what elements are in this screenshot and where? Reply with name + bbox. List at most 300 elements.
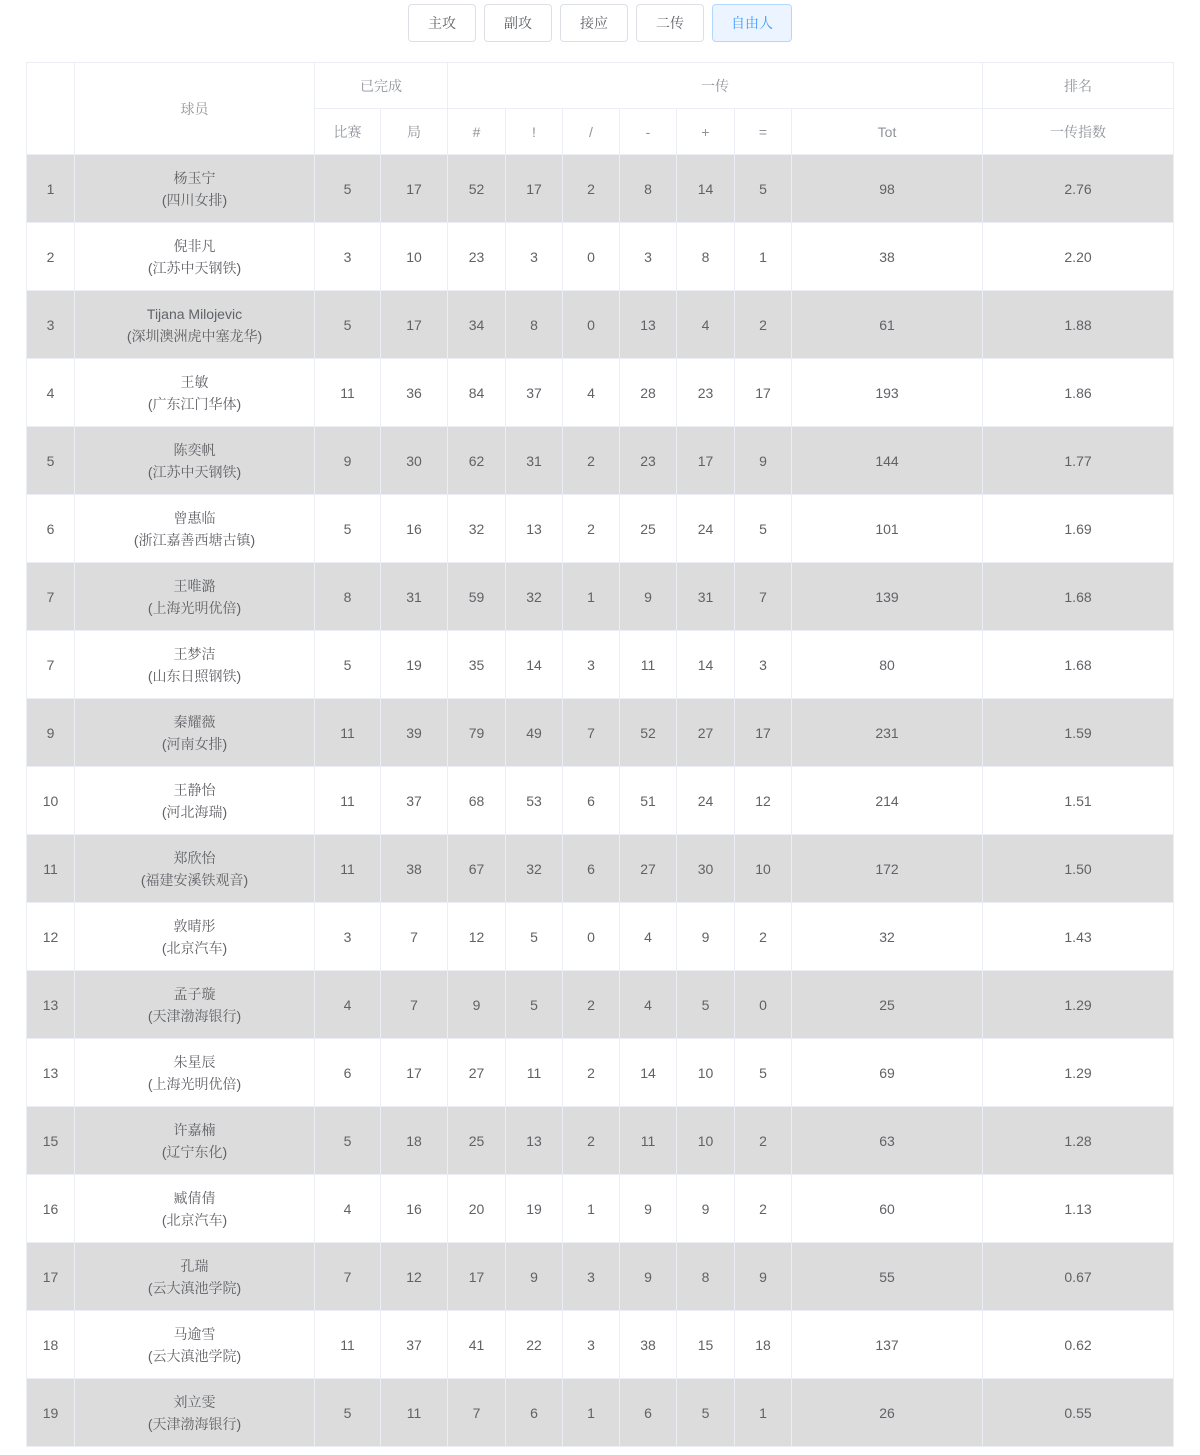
rank-cell: 13: [27, 971, 75, 1039]
exclaim-cell: 37: [506, 359, 563, 427]
equal-cell: 5: [735, 1039, 792, 1107]
player-team: (江苏中天钢铁): [147, 259, 242, 276]
plus-cell: 23: [677, 359, 735, 427]
player-cell: [75, 1175, 315, 1243]
player-cell: [75, 1379, 315, 1447]
player-name: 王敏: [180, 373, 209, 390]
plus-cell: 5: [677, 1379, 735, 1447]
index-cell: 1.69: [983, 495, 1174, 563]
total-cell: 172: [792, 835, 983, 903]
player-cell: [75, 971, 315, 1039]
table-row[interactable]: [27, 223, 1174, 291]
plus-column-header[interactable]: +: [677, 109, 735, 155]
rank-cell: 4: [27, 359, 75, 427]
total-cell: 231: [792, 699, 983, 767]
sets-cell: 11: [381, 1379, 448, 1447]
player-name: 孔瑞: [180, 1257, 209, 1274]
slash-cell: 6: [563, 767, 620, 835]
table-row[interactable]: [27, 563, 1174, 631]
perfect-cell: 23: [448, 223, 506, 291]
tab-opposite[interactable]: 接应: [560, 4, 628, 42]
player-cell: [75, 1107, 315, 1175]
slash-cell: 6: [563, 835, 620, 903]
table-row[interactable]: [27, 1107, 1174, 1175]
plus-cell: 30: [677, 835, 735, 903]
player-team: (云大滇池学院): [147, 1279, 242, 1296]
player-cell: [75, 495, 315, 563]
sets-cell: 7: [381, 971, 448, 1039]
exclaim-cell: 31: [506, 427, 563, 495]
sets-cell: 31: [381, 563, 448, 631]
equal-cell: 9: [735, 427, 792, 495]
minus-cell: 27: [620, 835, 677, 903]
table-row[interactable]: [27, 155, 1174, 223]
sets-cell: 30: [381, 427, 448, 495]
exclaim-cell: 22: [506, 1311, 563, 1379]
table-row[interactable]: [27, 495, 1174, 563]
player-cell: [75, 767, 315, 835]
minus-cell: 3: [620, 223, 677, 291]
sets-cell: 17: [381, 291, 448, 359]
exclaim-cell: 19: [506, 1175, 563, 1243]
player-team: (河南女排): [161, 735, 228, 752]
minus-cell: 6: [620, 1379, 677, 1447]
total-cell: 61: [792, 291, 983, 359]
index-cell: 1.28: [983, 1107, 1174, 1175]
index-cell: 1.68: [983, 563, 1174, 631]
sets-cell: 16: [381, 1175, 448, 1243]
total-cell: 193: [792, 359, 983, 427]
perfect-cell: 62: [448, 427, 506, 495]
minus-cell: 9: [620, 1243, 677, 1311]
index-column-header[interactable]: 一传指数: [983, 109, 1174, 155]
perfect-cell: 27: [448, 1039, 506, 1107]
minus-cell: 28: [620, 359, 677, 427]
player-cell: [75, 359, 315, 427]
perfect-cell: 59: [448, 563, 506, 631]
exclaim-cell: 14: [506, 631, 563, 699]
player-team: (辽宁东化): [161, 1143, 228, 1160]
index-cell: 1.77: [983, 427, 1174, 495]
matches-cell: 6: [315, 1039, 381, 1107]
index-cell: 0.62: [983, 1311, 1174, 1379]
position-tabs: [0, 4, 1200, 42]
total-cell: 26: [792, 1379, 983, 1447]
minus-cell: 9: [620, 1175, 677, 1243]
slash-cell: 2: [563, 1039, 620, 1107]
player-cell: [75, 903, 315, 971]
tab-middle-blocker[interactable]: 副攻: [484, 4, 552, 42]
table-row[interactable]: [27, 1379, 1174, 1447]
player-team: (云大滇池学院): [147, 1347, 242, 1364]
equal-cell: 9: [735, 1243, 792, 1311]
plus-cell: 17: [677, 427, 735, 495]
matches-cell: 11: [315, 1311, 381, 1379]
player-name: 秦耀薇: [173, 713, 216, 730]
equal-cell: 3: [735, 631, 792, 699]
table-row[interactable]: [27, 1175, 1174, 1243]
player-name: 臧倩倩: [173, 1189, 216, 1206]
rank-cell: 9: [27, 699, 75, 767]
total-cell: 80: [792, 631, 983, 699]
matches-cell: 4: [315, 1175, 381, 1243]
player-column-header[interactable]: 球员: [75, 63, 315, 155]
tab-outside-hitter[interactable]: 主攻: [408, 4, 476, 42]
slash-cell: 2: [563, 495, 620, 563]
slash-cell: 0: [563, 223, 620, 291]
player-cell: [75, 1039, 315, 1107]
slash-cell: 1: [563, 1379, 620, 1447]
equal-cell: 5: [735, 495, 792, 563]
plus-cell: 5: [677, 971, 735, 1039]
player-name: 曾惠临: [173, 509, 216, 526]
sets-cell: 39: [381, 699, 448, 767]
perfect-cell: 9: [448, 971, 506, 1039]
player-name: 孟子璇: [173, 985, 216, 1002]
equal-cell: 7: [735, 563, 792, 631]
rank-cell: 2: [27, 223, 75, 291]
matches-cell: 11: [315, 767, 381, 835]
equal-cell: 2: [735, 1175, 792, 1243]
perfect-cell: 79: [448, 699, 506, 767]
index-cell: 1.86: [983, 359, 1174, 427]
rank-cell: 12: [27, 903, 75, 971]
index-cell: 1.13: [983, 1175, 1174, 1243]
sets-cell: 16: [381, 495, 448, 563]
perfect-cell: 17: [448, 1243, 506, 1311]
table-row[interactable]: [27, 767, 1174, 835]
player-team: (四川女排): [161, 191, 228, 208]
perfect-cell: 20: [448, 1175, 506, 1243]
plus-cell: 14: [677, 631, 735, 699]
sets-cell: 17: [381, 1039, 448, 1107]
table-row[interactable]: [27, 631, 1174, 699]
table-row[interactable]: [27, 1311, 1174, 1379]
exclaim-cell: 32: [506, 835, 563, 903]
player-team: (广东江门华体): [147, 395, 242, 412]
sets-cell: 18: [381, 1107, 448, 1175]
player-team: (上海光明优倍): [147, 1075, 242, 1092]
player-name: 朱星辰: [173, 1053, 216, 1070]
slash-cell: 1: [563, 563, 620, 631]
matches-cell: 5: [315, 1379, 381, 1447]
plus-cell: 9: [677, 1175, 735, 1243]
equal-cell: 10: [735, 835, 792, 903]
exclaim-cell: 6: [506, 1379, 563, 1447]
player-team: (山东日照钢铁): [147, 667, 242, 684]
sets-cell: 10: [381, 223, 448, 291]
index-cell: 1.43: [983, 903, 1174, 971]
equal-column-header[interactable]: =: [735, 109, 792, 155]
slash-cell: 7: [563, 699, 620, 767]
player-cell: [75, 631, 315, 699]
slash-cell: 0: [563, 291, 620, 359]
sets-cell: 37: [381, 767, 448, 835]
table-row[interactable]: [27, 835, 1174, 903]
slash-cell: 3: [563, 631, 620, 699]
exclaim-cell: 32: [506, 563, 563, 631]
perfect-cell: 32: [448, 495, 506, 563]
slash-cell: 3: [563, 1243, 620, 1311]
stats-table: [26, 62, 1174, 1447]
minus-cell: 52: [620, 699, 677, 767]
plus-cell: 24: [677, 495, 735, 563]
equal-cell: 17: [735, 699, 792, 767]
rank-cell: 19: [27, 1379, 75, 1447]
equal-cell: 17: [735, 359, 792, 427]
matches-cell: 8: [315, 563, 381, 631]
player-team: (北京汽车): [161, 939, 228, 956]
minus-cell: 14: [620, 1039, 677, 1107]
matches-cell: 11: [315, 835, 381, 903]
plus-cell: 27: [677, 699, 735, 767]
index-cell: 0.67: [983, 1243, 1174, 1311]
player-cell: [75, 223, 315, 291]
total-cell: 32: [792, 903, 983, 971]
equal-cell: 2: [735, 1107, 792, 1175]
equal-cell: 2: [735, 903, 792, 971]
player-name: 刘立雯: [173, 1393, 216, 1410]
total-cell: 60: [792, 1175, 983, 1243]
table-row[interactable]: [27, 359, 1174, 427]
rank-cell: 7: [27, 631, 75, 699]
rank-cell: 13: [27, 1039, 75, 1107]
sets-cell: 37: [381, 1311, 448, 1379]
matches-cell: 11: [315, 359, 381, 427]
player-name: 敦晴彤: [173, 917, 216, 934]
table-row[interactable]: [27, 427, 1174, 495]
total-cell: 55: [792, 1243, 983, 1311]
minus-cell: 11: [620, 1107, 677, 1175]
player-cell: [75, 291, 315, 359]
matches-cell: 11: [315, 699, 381, 767]
player-name: 倪非凡: [173, 237, 216, 254]
completed-group-header: 已完成: [315, 63, 448, 109]
player-team: (浙江嘉善西塘古镇): [133, 531, 256, 548]
player-team: (上海光明优倍): [147, 599, 242, 616]
minus-column-header[interactable]: -: [620, 109, 677, 155]
total-cell: 63: [792, 1107, 983, 1175]
player-name: 王静怡: [173, 781, 216, 798]
player-cell: [75, 1311, 315, 1379]
matches-cell: 5: [315, 631, 381, 699]
table-row[interactable]: [27, 291, 1174, 359]
plus-cell: 24: [677, 767, 735, 835]
total-cell: 139: [792, 563, 983, 631]
plus-cell: 14: [677, 155, 735, 223]
index-cell: 1.88: [983, 291, 1174, 359]
player-name: 王梦洁: [173, 645, 216, 662]
slash-cell: 2: [563, 427, 620, 495]
player-team: (深圳澳洲虎中塞龙华): [126, 327, 263, 344]
perfect-column-header[interactable]: #: [448, 109, 506, 155]
player-team: (天津渤海银行): [147, 1007, 242, 1024]
plus-cell: 8: [677, 223, 735, 291]
rank-cell: 7: [27, 563, 75, 631]
minus-cell: 11: [620, 631, 677, 699]
minus-cell: 8: [620, 155, 677, 223]
matches-cell: 5: [315, 291, 381, 359]
slash-cell: 1: [563, 1175, 620, 1243]
table-row[interactable]: [27, 1243, 1174, 1311]
rank-cell: 18: [27, 1311, 75, 1379]
tab-setter[interactable]: 二传: [636, 4, 704, 42]
total-cell: 38: [792, 223, 983, 291]
total-cell: 214: [792, 767, 983, 835]
slash-cell: 3: [563, 1311, 620, 1379]
table-row[interactable]: [27, 971, 1174, 1039]
player-team: (江苏中天钢铁): [147, 463, 242, 480]
rank-cell: 10: [27, 767, 75, 835]
index-cell: 1.51: [983, 767, 1174, 835]
rank-cell: 15: [27, 1107, 75, 1175]
rank-cell: 1: [27, 155, 75, 223]
exclaim-cell: 9: [506, 1243, 563, 1311]
exclaim-cell: 3: [506, 223, 563, 291]
equal-cell: 18: [735, 1311, 792, 1379]
rank-cell: 11: [27, 835, 75, 903]
equal-cell: 2: [735, 291, 792, 359]
sets-cell: 19: [381, 631, 448, 699]
player-cell: [75, 835, 315, 903]
slash-cell: 2: [563, 155, 620, 223]
player-cell: [75, 1243, 315, 1311]
table-body: [27, 155, 1174, 1447]
minus-cell: 13: [620, 291, 677, 359]
slash-cell: 2: [563, 971, 620, 1039]
exclaim-cell: 53: [506, 767, 563, 835]
tab-libero[interactable]: 自由人: [712, 4, 792, 42]
perfect-cell: 52: [448, 155, 506, 223]
plus-cell: 8: [677, 1243, 735, 1311]
total-column-header[interactable]: Tot: [792, 109, 983, 155]
minus-cell: 4: [620, 903, 677, 971]
total-cell: 98: [792, 155, 983, 223]
slash-cell: 0: [563, 903, 620, 971]
index-cell: 1.50: [983, 835, 1174, 903]
plus-cell: 9: [677, 903, 735, 971]
total-cell: 137: [792, 1311, 983, 1379]
minus-cell: 51: [620, 767, 677, 835]
table-header: [27, 63, 1174, 155]
exclaim-column-header[interactable]: !: [506, 109, 563, 155]
table-row[interactable]: [27, 1039, 1174, 1107]
player-cell: [75, 563, 315, 631]
rank-cell: 16: [27, 1175, 75, 1243]
exclaim-cell: 13: [506, 495, 563, 563]
matches-cell: 5: [315, 155, 381, 223]
minus-cell: 38: [620, 1311, 677, 1379]
player-cell: [75, 155, 315, 223]
table-row[interactable]: [27, 699, 1174, 767]
plus-cell: 15: [677, 1311, 735, 1379]
perfect-cell: 68: [448, 767, 506, 835]
matches-cell: 9: [315, 427, 381, 495]
equal-cell: 5: [735, 155, 792, 223]
equal-cell: 12: [735, 767, 792, 835]
rank-column-header: [27, 63, 75, 155]
minus-cell: 23: [620, 427, 677, 495]
player-name: 陈奕帆: [173, 441, 216, 458]
sets-cell: 38: [381, 835, 448, 903]
perfect-cell: 34: [448, 291, 506, 359]
equal-cell: 0: [735, 971, 792, 1039]
index-cell: 1.29: [983, 971, 1174, 1039]
index-cell: 0.55: [983, 1379, 1174, 1447]
minus-cell: 25: [620, 495, 677, 563]
index-cell: 1.68: [983, 631, 1174, 699]
perfect-cell: 41: [448, 1311, 506, 1379]
exclaim-cell: 5: [506, 971, 563, 1039]
index-cell: 2.76: [983, 155, 1174, 223]
matches-cell: 4: [315, 971, 381, 1039]
player-name: 王唯潞: [173, 577, 216, 594]
ranking-group-header: 排名: [983, 63, 1174, 109]
player-name: 许嘉楠: [173, 1121, 216, 1138]
rank-cell: 17: [27, 1243, 75, 1311]
player-name: Tijana Milojevic: [146, 305, 243, 322]
sets-cell: 17: [381, 155, 448, 223]
plus-cell: 31: [677, 563, 735, 631]
rank-cell: 6: [27, 495, 75, 563]
sets-cell: 7: [381, 903, 448, 971]
equal-cell: 1: [735, 223, 792, 291]
exclaim-cell: 11: [506, 1039, 563, 1107]
player-team: (北京汽车): [161, 1211, 228, 1228]
rank-cell: 3: [27, 291, 75, 359]
slash-column-header[interactable]: /: [563, 109, 620, 155]
matches-cell: 5: [315, 495, 381, 563]
matches-cell: 3: [315, 223, 381, 291]
minus-cell: 4: [620, 971, 677, 1039]
matches-column-header[interactable]: 比赛: [315, 109, 381, 155]
plus-cell: 10: [677, 1107, 735, 1175]
index-cell: 2.20: [983, 223, 1174, 291]
table-row[interactable]: [27, 903, 1174, 971]
slash-cell: 2: [563, 1107, 620, 1175]
exclaim-cell: 8: [506, 291, 563, 359]
rank-cell: 5: [27, 427, 75, 495]
minus-cell: 9: [620, 563, 677, 631]
player-cell: [75, 427, 315, 495]
equal-cell: 1: [735, 1379, 792, 1447]
plus-cell: 4: [677, 291, 735, 359]
player-name: 马逾雪: [173, 1325, 216, 1342]
player-team: (天津渤海银行): [147, 1415, 242, 1432]
perfect-cell: 67: [448, 835, 506, 903]
player-team: (河北海瑞): [161, 803, 228, 820]
exclaim-cell: 49: [506, 699, 563, 767]
exclaim-cell: 17: [506, 155, 563, 223]
index-cell: 1.29: [983, 1039, 1174, 1107]
sets-column-header[interactable]: 局: [381, 109, 448, 155]
total-cell: 69: [792, 1039, 983, 1107]
player-cell: [75, 699, 315, 767]
exclaim-cell: 5: [506, 903, 563, 971]
matches-cell: 5: [315, 1107, 381, 1175]
perfect-cell: 35: [448, 631, 506, 699]
total-cell: 144: [792, 427, 983, 495]
perfect-cell: 7: [448, 1379, 506, 1447]
index-cell: 1.59: [983, 699, 1174, 767]
total-cell: 25: [792, 971, 983, 1039]
player-team: (福建安溪铁观音): [140, 871, 249, 888]
matches-cell: 7: [315, 1243, 381, 1311]
player-name: 郑欣怡: [173, 849, 216, 866]
slash-cell: 4: [563, 359, 620, 427]
matches-cell: 3: [315, 903, 381, 971]
sets-cell: 12: [381, 1243, 448, 1311]
